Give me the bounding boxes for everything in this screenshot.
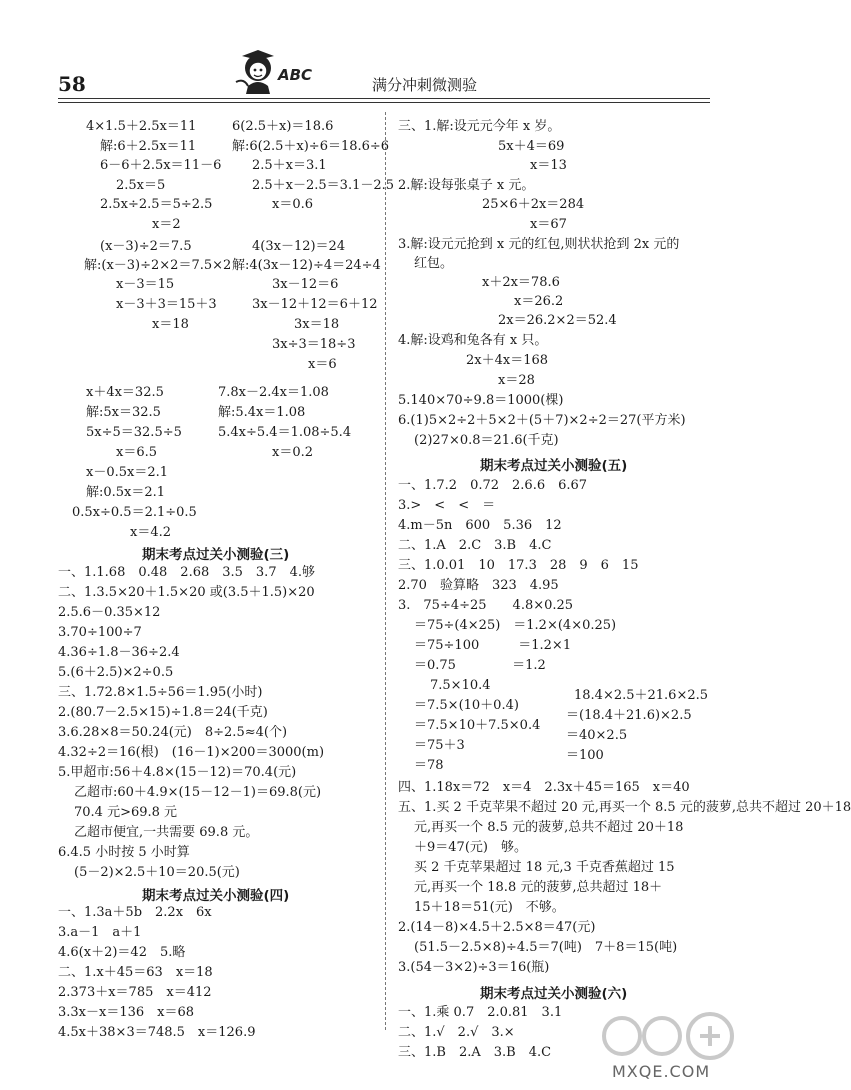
answer-line: 2.5＋x＝3.1 xyxy=(252,158,327,173)
answer-line: ＝(18.4＋21.6)×2.5 xyxy=(566,708,692,723)
answer-line: 6.(1)5×2÷2＋5×2＋(5＋7)×2÷2＝27(平方米) xyxy=(398,413,686,428)
answer-line: ＝0.75 ＝1.2 xyxy=(414,658,546,673)
answer-line: 5.4x÷5.4＝1.08÷5.4 xyxy=(218,425,352,440)
answer-line: 25×6＋2x＝284 xyxy=(482,197,585,212)
answer-line: 6(2.5＋x)＝18.6 xyxy=(232,119,334,134)
answer-line: ＝75÷100 ＝1.2×1 xyxy=(414,638,572,653)
answer-line: x＝13 xyxy=(530,158,567,173)
svg-text:ABC: ABC xyxy=(278,66,313,84)
answer-line: x＝26.2 xyxy=(514,294,564,309)
answer-line: 一、1.3a＋5b 2.2x 6x xyxy=(58,905,212,920)
answer-line: 2x＋4x＝168 xyxy=(466,353,549,368)
answer-line: 4×1.5＋2.5x＝11 xyxy=(86,119,197,134)
column-divider xyxy=(385,112,386,1030)
answer-line: 3. 75÷4÷25 4.8×0.25 xyxy=(398,598,574,613)
answer-line: 70.4 元>69.8 元 xyxy=(74,805,178,820)
answer-line: 元,再买一个 18.8 元的菠萝,总共超过 18＋ xyxy=(414,880,663,895)
section-heading: 期末考点过关小测验(五) xyxy=(480,458,628,474)
header-rule xyxy=(58,98,710,103)
answer-line: 4.5x＋38×3＝748.5 x＝126.9 xyxy=(58,1025,256,1040)
answer-line: ＋9＝47(元) 够。 xyxy=(414,840,527,855)
answer-line: 解:4(3x－12)÷4＝24÷4 xyxy=(232,258,381,273)
answer-line: 解:5.4x＝1.08 xyxy=(218,405,306,420)
answer-line: 4(3x－12)＝24 xyxy=(252,239,346,254)
answer-line: 6－6＋2.5x＝11－6 xyxy=(100,158,222,173)
answer-line: 7.5×10.4 xyxy=(430,678,491,693)
answer-line: 5.(6＋2.5)×2÷0.5 xyxy=(58,665,174,680)
header-title: 满分冲刺微测验 xyxy=(372,76,478,94)
answer-line: ＝40×2.5 xyxy=(566,728,628,743)
answer-line: 2.373＋x＝785 x＝412 xyxy=(58,985,212,1000)
answer-line: 3x－12＋12＝6＋12 xyxy=(252,297,378,312)
answer-line: 3.6.28×8＝50.24(元) 8÷2.5≈4(个) xyxy=(58,725,288,740)
answer-line: 三、1.B 2.A 3.B 4.C xyxy=(398,1045,552,1060)
answer-line: 6.4.5 小时按 5 小时算 xyxy=(58,845,190,860)
answer-line: 4.m－5n 600 5.36 12 xyxy=(398,518,562,533)
answer-line: (2)27×0.8＝21.6(千克) xyxy=(414,433,559,448)
answer-line: 4.6(x＋2)＝42 5.略 xyxy=(58,945,186,960)
answer-line: x＝0.6 xyxy=(272,197,314,212)
answer-line: 2.70 验算略 323 4.95 xyxy=(398,578,559,593)
answer-line: 二、1.3.5×20＋1.5×20 或(3.5＋1.5)×20 xyxy=(58,585,315,600)
section-heading: 期末考点过关小测验(六) xyxy=(480,986,628,1002)
answer-line: 五、1.买 2 千克苹果不超过 20 元,再买一个 8.5 元的菠萝,总共不超过 20＋18 xyxy=(398,800,851,815)
answer-line: ＝7.5×10＋7.5×0.4 xyxy=(414,718,541,733)
answer-line: (5－2)×2.5＋10＝20.5(元) xyxy=(74,865,240,880)
answer-line: 3x÷3＝18÷3 xyxy=(272,337,356,352)
answer-line: 元,再买一个 8.5 元的菠萝,总共不超过 20＋18 xyxy=(414,820,684,835)
answer-line: 二、1.√ 2.√ 3.× xyxy=(398,1025,515,1040)
answer-line: ＝7.5×(10＋0.4) xyxy=(414,698,519,713)
watermark-text: MXQE.COM xyxy=(612,1062,711,1081)
answer-line: 二、1.x＋45＝63 x＝18 xyxy=(58,965,213,980)
answer-line: 3.a－1 a＋1 xyxy=(58,925,142,940)
answer-line: x＝67 xyxy=(530,217,567,232)
answer-line: 一、1.1.68 0.48 2.68 3.5 3.7 4.够 xyxy=(58,565,315,580)
answer-line: 3.70÷100÷7 xyxy=(58,625,142,640)
answer-line: 2.(14－8)×4.5＋2.5×8＝47(元) xyxy=(398,920,596,935)
answer-line: 2.5＋x－2.5＝3.1－2.5 xyxy=(252,178,395,193)
cartoon-kid-logo-icon xyxy=(230,48,375,96)
answer-line: 解:5x＝32.5 xyxy=(86,405,161,420)
answer-line: 4.36÷1.8－36÷2.4 xyxy=(58,645,180,660)
answer-line: 2.5x÷2.5＝5÷2.5 xyxy=(100,197,213,212)
answer-line: ＝100 xyxy=(566,748,604,763)
answer-line: x＝6 xyxy=(308,357,337,372)
answer-line: (51.5－2.5×8)÷4.5＝7(吨) 7＋8＝15(吨) xyxy=(414,940,678,955)
answer-line: 5.甲超市:56＋4.8×(15－12)＝70.4(元) xyxy=(58,765,297,780)
answer-line: 红包。 xyxy=(414,256,454,271)
answer-line: 四、1.18x＝72 x＝4 2.3x＋45＝165 x＝40 xyxy=(398,780,690,795)
answer-line: 解:(x－3)÷2×2＝7.5×2 xyxy=(84,258,232,273)
answer-line: 2.(80.7－2.5×15)÷1.8＝24(千克) xyxy=(58,705,268,720)
answer-line: x＝28 xyxy=(498,373,535,388)
answer-line: 2.5x＝5 xyxy=(116,178,166,193)
answer-line: x＝2 xyxy=(152,217,181,232)
section-heading: 期末考点过关小测验(三) xyxy=(142,547,290,563)
answer-line: x＝4.2 xyxy=(130,525,172,540)
answer-line: 3.> < < ＝ xyxy=(398,498,496,513)
answer-line: 7.8x－2.4x＝1.08 xyxy=(218,385,329,400)
answer-line: 0.5x÷0.5＝2.1÷0.5 xyxy=(72,505,197,520)
answer-line: 乙超市:60＋4.9×(15－12－1)＝69.8(元) xyxy=(74,785,322,800)
answer-line: 18.4×2.5＋21.6×2.5 xyxy=(574,688,709,703)
answer-line: 三、1.解:设元元今年 x 岁。 xyxy=(398,119,561,134)
answer-line: 4.32÷2＝16(根) (16－1)×200＝3000(m) xyxy=(58,745,325,760)
answer-line: x＝6.5 xyxy=(116,445,158,460)
answer-line: 三、1.0.01 10 17.3 28 9 6 15 xyxy=(398,558,639,573)
answer-line: ＝75＋3 xyxy=(414,738,465,753)
answer-line: 4.解:设鸡和兔各有 x 只。 xyxy=(398,333,548,348)
answer-line: x－3＝15 xyxy=(116,277,175,292)
answer-line: (x－3)÷2＝7.5 xyxy=(100,239,192,254)
answer-line: x＝18 xyxy=(152,317,189,332)
page-number: 58 xyxy=(58,72,86,96)
answer-line: 解:6(2.5＋x)÷6＝18.6÷6 xyxy=(232,139,390,154)
answer-line: 2x＝26.2×2＝52.4 xyxy=(498,313,617,328)
answer-line: 3x－12＝6 xyxy=(272,277,339,292)
answer-line: ＝75÷(4×25) ＝1.2×(4×0.25) xyxy=(414,618,617,633)
answer-line: 解:0.5x＝2.1 xyxy=(86,485,166,500)
answer-line: 3.(54－3×2)÷3＝16(瓶) xyxy=(398,960,550,975)
answer-line: ＝78 xyxy=(414,758,444,773)
answer-line: x＝0.2 xyxy=(272,445,314,460)
answer-line: 5x÷5＝32.5÷5 xyxy=(86,425,182,440)
answer-line: x＋2x＝78.6 xyxy=(482,275,560,290)
answer-line: 二、1.A 2.C 3.B 4.C xyxy=(398,538,552,553)
answer-line: 三、1.72.8×1.5÷56＝1.95(小时) xyxy=(58,685,263,700)
section-heading: 期末考点过关小测验(四) xyxy=(142,888,290,904)
answer-line: 5x＋4＝69 xyxy=(498,139,565,154)
answer-line: 15＋18＝51(元) 不够。 xyxy=(414,900,565,915)
answer-line: 解:6＋2.5x＝11 xyxy=(100,139,197,154)
answer-line: 3.解:设元元抢到 x 元的红包,则状状抢到 2x 元的 xyxy=(398,237,680,252)
answer-line: 买 2 千克苹果超过 18 元,3 千克香蕉超过 15 xyxy=(414,860,675,875)
answer-line: 3.3x－x＝136 x＝68 xyxy=(58,1005,195,1020)
answer-line: x＋4x＝32.5 xyxy=(86,385,164,400)
answer-line: 2.5.6－0.35×12 xyxy=(58,605,161,620)
answer-line: 一、1.7.2 0.72 2.6.6 6.67 xyxy=(398,478,588,493)
answer-line: 3x＝18 xyxy=(294,317,340,332)
answer-line: 一、1.乘 0.7 2.0.81 3.1 xyxy=(398,1005,563,1020)
answer-line: x－3＋3＝15＋3 xyxy=(116,297,217,312)
answer-line: 2.解:设每张桌子 x 元。 xyxy=(398,178,535,193)
answer-line: x－0.5x＝2.1 xyxy=(86,465,169,480)
answer-line: 乙超市便宜,一共需要 69.8 元。 xyxy=(74,825,259,840)
answer-line: 5.140×70÷9.8＝1000(棵) xyxy=(398,393,564,408)
